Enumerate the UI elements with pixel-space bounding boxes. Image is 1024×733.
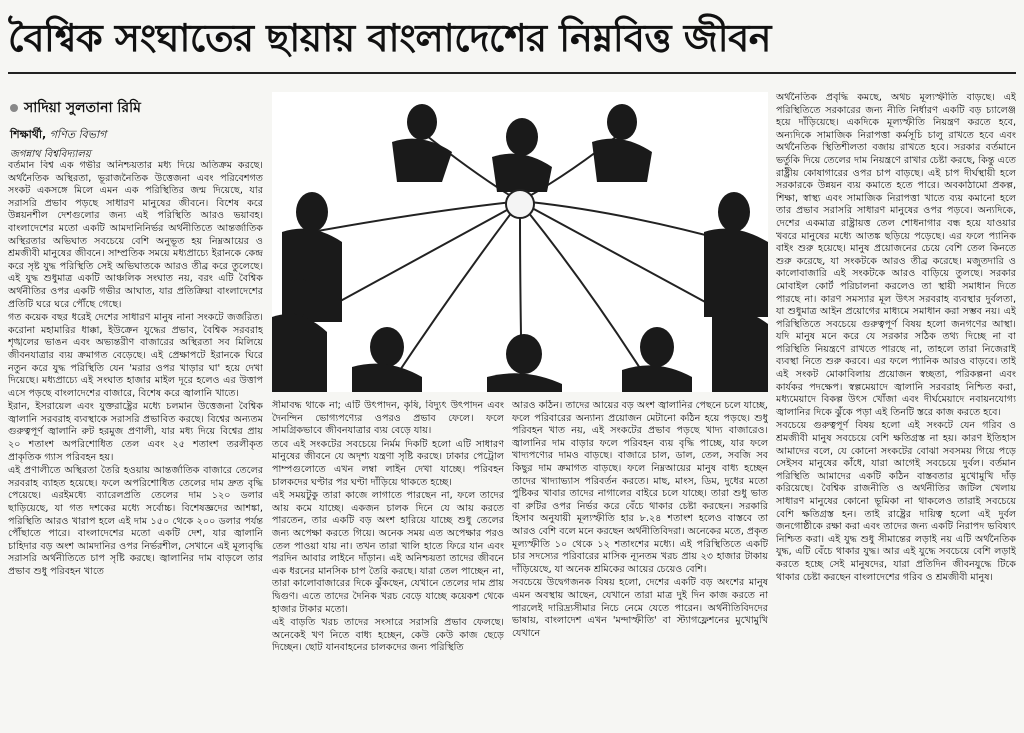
article-column-1 <box>8 160 263 730</box>
headline-rule <box>8 72 1016 74</box>
paragraph: ইরান, ইসরায়েল এবং যুক্তরাষ্ট্রের মধ্যে চলমান উত্তেজনা বৈশ্বিক জ্বালানি সরবরাহ ব্যবস্থাকে সরাসরি প্রভাবিত করছে। বিশ্বের অন্যতম গুরুত্বপূর্ণ জ্বালানি রুট হরমুজ প্রণালী, যার মধ্য দিয়ে বিশ্বের প্রায় ২০ শতাংশ অপরিশোধিত তেল এবং ২৫ শতাংশ তরলীকৃত প্রাকৃতিক গ্যাস পরিবহন হয়। <box>8 401 263 463</box>
article-column-2 <box>272 400 504 730</box>
paragraph: এই প্রণালীতে অস্থিরতা তৈরি হওয়ায় আন্তর্জাতিক বাজারে তেলের সরবরাহ ব্যাহত হয়েছে। ফলে অপরিশোধিত তেলের দাম দ্রুত বৃদ্ধি পেয়েছে। এরইমধ্যে ব্যারেলপ্রতি তেলের দাম ১২০ ডলার ছাড়িয়েছে, যা গত দশকের মধ্যে সর্বোচ্চ। বিশেষজ্ঞদের আশঙ্কা, পরিস্থিতি আরও খারাপ হলে এই দাম ১৫০ থেকে ২০০ ডলার পর্যন্ত পৌঁছাতে পারে। বাংলাদেশের মতো একটি দেশ, যার জ্বালানি চাহিদার বড় অংশ আমদানির ওপর নির্ভরশীল, সেখানে এই মূল্যবৃদ্ধি সরাসরি অর্থনীতিতে চাপ সৃষ্টি করছে। জ্বালানির দাম বাড়লে তার প্রভাব শুধু পরিবহন খাতে <box>8 465 263 577</box>
paragraph: গত কয়েক বছর ধরেই দেশের সাধারণ মানুষ নানা সংকটে জর্জরিত। করোনা মহামারির ধাক্কা, ইউক্রেন যুদ্ধের প্রভাব, বৈশ্বিক সরবরাহ শৃঙ্খলের ভাঙন এবং অভ্যন্তরীণ বাজারের অস্থিরতা সব মিলিয়ে জীবনযাত্রার ব্যয় ক্রমাগত বেড়েছে। এই প্রেক্ষাপটে ইরানকে ঘিরে নতুন করে যুদ্ধ পরিস্থিতি যেন 'মরার ওপর খাড়ার ঘা' হয়ে দেখা দিয়েছে। মধ্যপ্রাচ্যে এই সংঘাত হাজার মাইল দূরে হলেও এর উত্তাপ এসে পড়ছে বাংলাদেশের বাজারে, বিশেষ করে জ্বালানি খাতে। <box>8 312 263 399</box>
paragraph: আরও কঠিন। তাদের আয়ের বড় অংশ জ্বালানির পেছনে চলে যাচ্ছে, ফলে পরিবারের অন্যান্য প্রয়োজন মেটানো কঠিন হয়ে পড়ছে। শুধু পরিবহন খাত নয়, এই সংকটের প্রভাব পড়ছে খাদ্য বাজারেও। জ্বালানির দাম বাড়ার ফলে পরিবহন ব্যয় বৃদ্ধি পাচ্ছে, যার ফলে খাদ্যপণ্যের দামও বাড়ছে। বাজারে চাল, ডাল, তেল, সবজি সব কিছুর দাম ক্রমাগত বাড়ছে। ফলে নিম্নআয়ের মানুষ বাধ্য হচ্ছেন তাদের খাদ্যাভ্যাস পরিবর্তন করতে। মাছ, মাংস, ডিম, দুধের মতো পুষ্টিকর খাবার তাদের নাগালের বাইরে চলে যাচ্ছে। তারা শুধু ভাত বা রুটির ওপর নির্ভর করে বেঁচে থাকার চেষ্টা করছেন। সরকারি হিসাব অনুযায়ী মূল্যস্ফীতি হার ৮.২৪ শতাংশ হলেও বাস্তবে তা আরও বেশি বলে মনে করছেন অর্থনীতিবিদরা। অনেকের মতে, প্রকৃত মূল্যস্ফীতি ১০ থেকে ১২ শতাংশের মধ্যে। এই পরিস্থিতিতে একটি চার সদস্যের পরিবারের মাসিক ন্যূনতম খরচ প্রায় ২৩ হাজার টাকায় দাঁড়িয়েছে, যা অনেক শ্রমিকের আয়ের চেয়েও বেশি। <box>512 400 768 575</box>
paragraph: এই সময়টুকু তারা কাজে লাগাতে পারছেন না, ফলে তাদের আয় কমে যাচ্ছে। একজন চালক দিনে যে আয় করতে পারতেন, তার একটি বড় অংশ হারিয়ে যাচ্ছে শুধু তেলের জন্য অপেক্ষা করতে গিয়ে। অনেক সময় এত অপেক্ষার পরও তেল পাওয়া যায় না। তখন তারা খালি হাতে ফিরে যান এবং পরদিন আবার লাইনে দাঁড়ান। এই অনিশ্চয়তা তাদের জীবনে এক ধরনের মানসিক চাপ তৈরি করছে। যারা তেল পাচ্ছেন না, তারা কালোবাজারের দিকে ঝুঁকছেন, যেখানে তেলের দাম প্রায় দ্বিগুণ। এতে তাদের দৈনিক খরচ বেড়ে যাচ্ছে কয়েকশ থেকে হাজার টাকার মতো। <box>272 490 504 615</box>
author-dept: গণিত বিভাগ <box>49 128 107 141</box>
author-university: জগন্নাথ বিশ্ববিদ্যালয় <box>10 149 91 160</box>
paragraph: তবে এই সংকটের সবচেয়ে নির্মম দিকটি হলো এটি সাধারণ মানুষের জীবনে যে অদৃশ্য যন্ত্রণা সৃষ্টি করছে। ঢাকার পেট্রোল পাম্পগুলোতে এখন লম্বা লাইন দেখা যাচ্ছে। পরিবহন চালকদের ঘণ্টার পর ঘণ্টা দাঁড়িয়ে থাকতে হচ্ছে। <box>272 438 504 488</box>
byline <box>10 96 265 164</box>
article-column-4 <box>776 92 1016 730</box>
author-title: শিক্ষার্থী, <box>10 128 47 141</box>
bullet-icon <box>10 104 18 112</box>
paragraph: বর্তমান বিশ্ব এক গভীর অনিশ্চয়তার মধ্য দিয়ে অতিক্রম করছে। অর্থনৈতিক অস্থিরতা, ভূরাজনৈতিক উত্তেজনা এবং পরিবেশগত সংকট একসঙ্গে মিলে এমন এক পরিস্থিতির জন্ম দিয়েছে, যার সরাসরি প্রভাব পড়ছে সাধারণ মানুষের জীবনে। বিশেষ করে উন্নয়নশীল দেশগুলোর জন্য এই পরিস্থিতি আরও ভয়াবহ। বাংলাদেশের মতো একটি আমদানিনির্ভর অর্থনীতিতে আন্তর্জাতিক অস্থিরতার অভিঘাত সবচেয়ে বেশি অনুভূত হয় নিম্নআয়ের ও শ্রমজীবী মানুষের জীবনে। সাম্প্রতিক সময়ে মধ্যপ্রাচ্যে ইরানকে কেন্দ্র করে সৃষ্ট যুদ্ধ পরিস্থিতি সেই অভিঘাতকে আরও তীব্র করে তুলেছে। এই যুদ্ধ শুধুমাত্র একটি আঞ্চলিক সংঘাত নয়, বরং এটি বৈশ্বিক অর্থনীতির ওপর একটি গভীর আঘাত, যার প্রতিক্রিয়া বাংলাদেশের প্রতিটি ঘরে ঘরে পৌঁছে গেছে। <box>8 160 263 310</box>
hands-illustration-icon <box>272 92 768 392</box>
author-name-row <box>10 96 265 120</box>
author-name: সাদিয়া সুলতানা রিমি <box>24 100 141 116</box>
paragraph: এই বাড়তি খরচ তাদের সংসারে সরাসরি প্রভাব ফেলছে। অনেকেই খণ নিতে বাধ্য হচ্ছেন, কেউ কেউ কাজ ছেড়ে দিচ্ছেন। ছোট যানবাহনের চালকদের জন্য পরিস্থিতি <box>272 617 504 654</box>
paragraph: অর্থনৈতিক প্রবৃদ্ধি কমছে, অথচ মূল্যস্ফীতি বাড়ছে। এই পরিস্থিতিতে সরকারের জন্য নীতি নির্ধারণ একটি বড় চ্যালেঞ্জ হয়ে দাঁড়িয়েছে। একদিকে মূল্যস্ফীতি নিয়ন্ত্রণ করতে হবে, অন্যদিকে সামাজিক নিরাপত্তা কর্মসূচি চালু রাখতে হবে এবং অর্থনৈতিক স্থিতিশীলতা বজায় রাখতে হবে। সরকার বর্তমানে ভর্তুকি দিয়ে তেলের দাম নিয়ন্ত্রণে রাখার চেষ্টা করছে, কিন্তু এতে রাষ্ট্রীয় কোষাগারের ওপর চাপ বাড়ছে। এই চাপ দীর্ঘস্থায়ী হলে সরকারকে উন্নয়ন ব্যয় কমাতে হতে পারে। অবকাঠামো প্রকল্প, শিক্ষা, স্বাস্থ্য এবং সামাজিক নিরাপত্তা খাতে ব্যয় কমানো হলে তার প্রভাব সরাসরি সাধারণ মানুষের ওপর পড়বে। অন্যদিকে, দেশের একমাত্র রাষ্ট্রায়ত্ত তেল শোধনাগার বন্ধ হয়ে যাওয়ার খবরে মানুষের মধ্যে আতঙ্ক ছড়িয়ে পড়েছে। এর ফলে প্যানিক বাইং শুরু হয়েছে। মানুষ প্রয়োজনের চেয়ে বেশি তেল কিনতে শুরু করেছে, যা সংকটকে আরও তীব্র করেছে। মজুতদারি ও কালোবাজারি এই সংকটকে আরও বাড়িয়ে তুলছে। সরকার মোবাইল কোর্ট পরিচালনা করলেও তা স্থায়ী সমাধান দিতে পারছে না। কারণ সমস্যার মূল উৎস সরবরাহ ব্যবস্থার দুর্বলতা, যা শুধুমাত্র আইন প্রয়োগের মাধ্যমে সমাধান করা সম্ভব নয়। এই পরিস্থিতিতে সবচেয়ে গুরুত্বপূর্ণ বিষয় হলো জনগণের আস্থা। যদি মানুষ মনে করে যে সরকার সঠিক তথ্য দিচ্ছে না বা পরিস্থিতি নিয়ন্ত্রণে রাখতে পারছে না, তাহলে তারা নিজেরাই ব্যবস্থা নিতে শুরু করবে। এর ফলে প্যানিক আরও বাড়বে। তাই এই সংকট মোকাবিলায় প্রয়োজন স্বচ্ছতা, পরিকল্পনা এবং কার্যকর পদক্ষেপ। স্বল্পমেয়াদে জ্বালানি সরবরাহ নিশ্চিত করা, মধ্যমেয়াদে বিকল্প উৎস খোঁজা এবং দীর্ঘমেয়াদে নবায়নযোগ্য জ্বালানির দিকে ঝুঁকে পড়া এই তিনটি স্তরে কাজ করতে হবে। <box>776 92 1016 418</box>
author-role <box>10 126 265 145</box>
paragraph: সবচেয়ে উদ্বেগজনক বিষয় হলো, দেশের একটি বড় অংশের মানুষ এমন অবস্থায় আছেন, যেখানে তারা মাত্র দুই দিন কাজ করতে না পারলেই দারিদ্র্যসীমার নিচে নেমে যেতে পারেন। অর্থনীতিবিদদের ভাষায়, বাংলাদেশ এখন 'মন্দাস্ফীতি' বা স্ট্যাগফ্লেশনের মুখোমুখি যেখানে <box>512 577 768 639</box>
paragraph: সীমাবদ্ধ থাকে না; এটি উৎপাদন, কৃষি, বিদ্যুৎ উৎপাদন এবং দৈনন্দিন ভোগ্যপণ্যের ওপরও প্রভাব ফেলে। ফলে সামগ্রিকভাবে জীবনযাত্রার ব্যয় বেড়ে যায়। <box>272 400 504 437</box>
illustration-hands-together <box>272 92 768 392</box>
headline: বৈশ্বিক সংঘাতের ছায়ায় বাংলাদেশের নিম্নবিত্ত জীবন <box>8 15 771 60</box>
article-column-3 <box>512 400 768 730</box>
paragraph: সবচেয়ে গুরুত্বপূর্ণ বিষয় হলো এই সংকটে যেন গরিব ও শ্রমজীবী মানুষ সবচেয়ে বেশি ক্ষতিগ্রস্ত না হয়। কারণ ইতিহাস আমাদের বলে, যে কোনো সংকটের বোঝা সবসময় গিয়ে পড়ে সেইসব মানুষের কাঁধে, যারা আগেই সবচেয়ে দুর্বল। বর্তমান পরিস্থিতি আমাদের একটি কঠিন বাস্তবতার মুখোমুখি দাঁড় করিয়েছে। বৈশ্বিক রাজনীতি ও অর্থনীতির জটিল খেলায় সাধারণ মানুষের কোনো ভূমিকা না থাকলেও তারাই সবচেয়ে বেশি ক্ষতিগ্রস্ত হন। তাই রাষ্ট্রের দায়িত্ব হলো এই দুর্বল জনগোষ্ঠীকে রক্ষা করা এবং তাদের জন্য একটি নিরাপদ ভবিষ্যৎ নিশ্চিত করা। এই যুদ্ধ শুধু সীমান্তের লড়াই নয় এটি অর্থনৈতিক যুদ্ধ, এটি বেঁচে থাকার যুদ্ধ। আর এই যুদ্ধে সবচেয়ে বেশি লড়াই করতে হচ্ছে সেই মানুষদের, যারা প্রতিদিন জীবনযুদ্ধে টিকে থাকার চেষ্টা করছেন বাংলাদেশের গরিব ও শ্রমজীবী মানুষ। <box>776 420 1016 583</box>
